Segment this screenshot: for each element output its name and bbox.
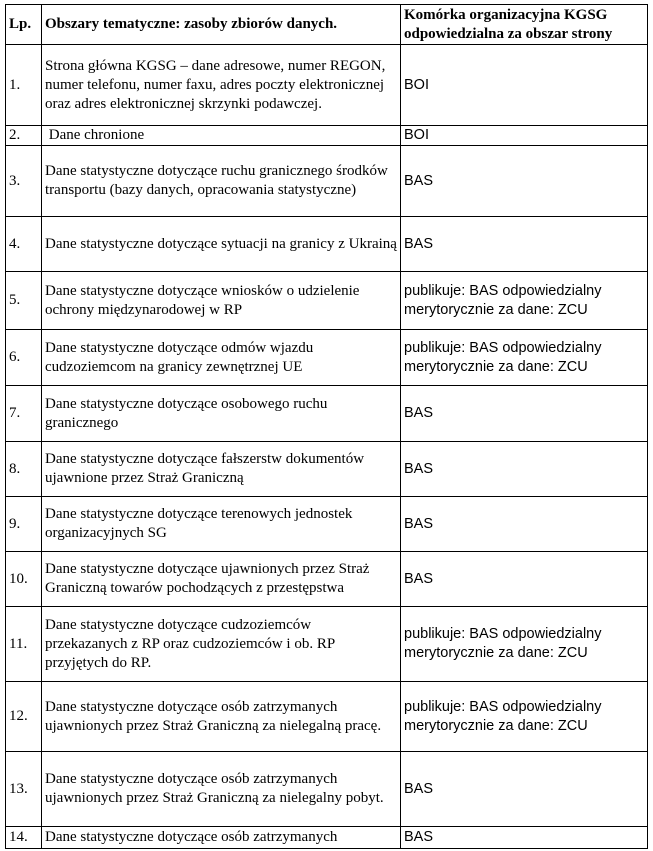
row-number: 10. <box>6 552 42 607</box>
row-topic: Dane statystyczne dotyczące terenowych jednostek organizacyjnych SG <box>42 497 401 552</box>
row-unit: publikuje: BAS odpowiedzialny merytorycznie za dane: ZCU <box>401 607 648 682</box>
row-number: 14. <box>6 827 42 849</box>
table-row <box>6 386 648 442</box>
row-topic: Dane statystyczne dotyczące fałszerstw dokumentów ujawnione przez Straż Graniczną <box>42 442 401 497</box>
row-number: 7. <box>6 386 42 442</box>
table-row <box>6 442 648 497</box>
row-unit: BOI <box>401 126 648 146</box>
row-topic: Dane statystyczne dotyczące ruchu granicznego środków transportu (bazy danych, opracowania statystyczne) <box>42 146 401 217</box>
row-topic: Dane statystyczne dotyczące odmów wjazdu cudzoziemcom na granicy zewnętrznej UE <box>42 330 401 386</box>
header-lp: Lp. <box>6 5 42 45</box>
row-topic: Dane statystyczne dotyczące osobowego ruchu granicznego <box>42 386 401 442</box>
row-topic: Dane statystyczne dotyczące osób zatrzymanych <box>42 827 401 849</box>
row-number: 11. <box>6 607 42 682</box>
row-unit: publikuje: BAS odpowiedzialny merytorycznie za dane: ZCU <box>401 272 648 330</box>
table-row <box>6 217 648 272</box>
table-row <box>6 607 648 682</box>
row-topic: Dane statystyczne dotyczące sytuacji na granicy z Ukrainą <box>42 217 401 272</box>
row-topic: Dane statystyczne dotyczące osób zatrzymanych ujawnionych przez Straż Graniczną za nielegalny pobyt. <box>42 752 401 827</box>
table-row <box>6 827 648 849</box>
table-row <box>6 126 648 146</box>
table-header-row <box>6 5 648 45</box>
row-number: 5. <box>6 272 42 330</box>
row-unit: publikuje: BAS odpowiedzialny merytorycznie za dane: ZCU <box>401 682 648 752</box>
row-unit: BAS <box>401 217 648 272</box>
row-unit: BAS <box>401 552 648 607</box>
row-unit: publikuje: BAS odpowiedzialny merytorycznie za dane: ZCU <box>401 330 648 386</box>
row-topic: Dane chronione <box>42 126 401 146</box>
row-number: 12. <box>6 682 42 752</box>
row-number: 9. <box>6 497 42 552</box>
row-number: 8. <box>6 442 42 497</box>
row-topic: Dane statystyczne dotyczące ujawnionych przez Straż Graniczną towarów pochodzących z przestępstwa <box>42 552 401 607</box>
row-unit: BAS <box>401 442 648 497</box>
row-topic: Dane statystyczne dotyczące wniosków o udzielenie ochrony międzynarodowej w RP <box>42 272 401 330</box>
row-number: 4. <box>6 217 42 272</box>
row-unit: BAS <box>401 827 648 849</box>
table-row <box>6 752 648 827</box>
table-row <box>6 45 648 126</box>
row-number: 3. <box>6 146 42 217</box>
row-topic: Strona główna KGSG – dane adresowe, numer REGON, numer telefonu, numer faxu, adres poczty elektronicznej oraz adres elektronicznej skrzynki podawczej. <box>42 45 401 126</box>
row-number: 2. <box>6 126 42 146</box>
row-unit: BAS <box>401 752 648 827</box>
row-number: 1. <box>6 45 42 126</box>
table-row <box>6 146 648 217</box>
row-unit: BAS <box>401 146 648 217</box>
table-row <box>6 552 648 607</box>
row-unit: BAS <box>401 497 648 552</box>
row-topic: Dane statystyczne dotyczące osób zatrzymanych ujawnionych przez Straż Graniczną za nielegalną pracę. <box>42 682 401 752</box>
row-number: 13. <box>6 752 42 827</box>
row-unit: BAS <box>401 386 648 442</box>
header-unit: Komórka organizacyjna KGSG odpowiedzialna za obszar strony <box>401 5 648 45</box>
row-unit: BOI <box>401 45 648 126</box>
row-topic: Dane statystyczne dotyczące cudzoziemców przekazanych z RP oraz cudzoziemców i ob. RP przyjętych do RP. <box>42 607 401 682</box>
table-row <box>6 497 648 552</box>
header-topic: Obszary tematyczne: zasoby zbiorów danych. <box>42 5 401 45</box>
data-resources-table <box>5 4 648 849</box>
table-row <box>6 682 648 752</box>
row-number: 6. <box>6 330 42 386</box>
table-row <box>6 330 648 386</box>
table-row <box>6 272 648 330</box>
